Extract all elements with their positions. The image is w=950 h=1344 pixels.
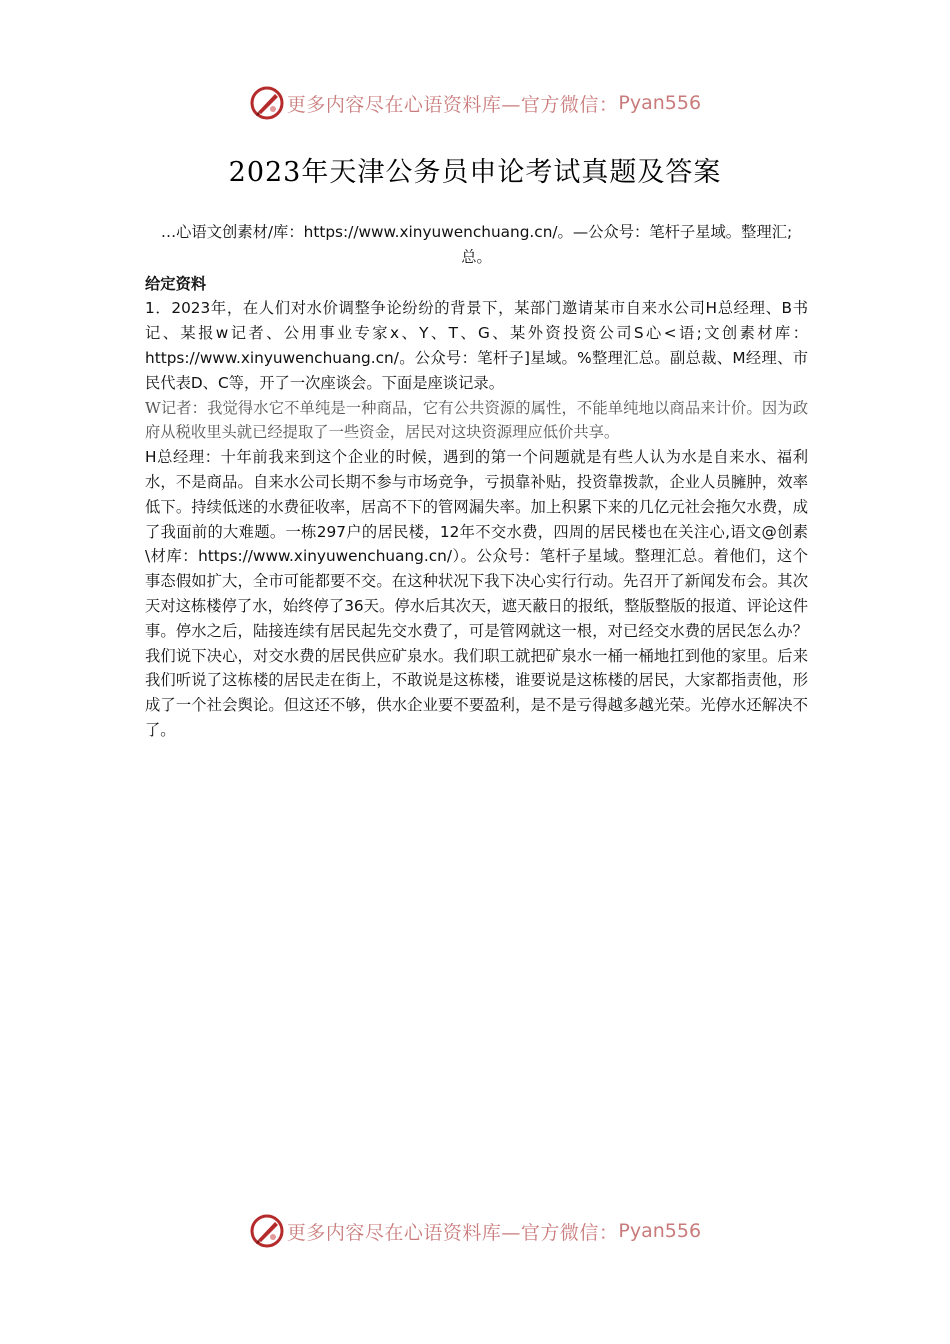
document-title: 2023年天津公务员申论考试真题及答案 [228, 157, 722, 188]
pen-logo-icon [249, 85, 285, 121]
pen-logo-icon [249, 1213, 285, 1249]
section-heading: 给定资料 [145, 274, 207, 293]
banner-text: 更多内容尽在心语资料库—官方微信： [286, 1221, 619, 1244]
document-body [145, 220, 808, 743]
source-line: …心语文创素材/库：https://www.xinyuwenchuang.cn/。—公众号：笔杆子星域。整理汇;总。 [160, 223, 793, 266]
wechat-id: Pyan556 [618, 92, 702, 114]
header-banner [0, 83, 950, 123]
wechat-id: Pyan556 [618, 1220, 702, 1242]
banner-text: 更多内容尽在心语资料库—官方微信： [286, 93, 619, 116]
paragraph-2: W记者：我觉得水它不单纯是一种商品，它有公共资源的属性，不能单纯地以商品来计价。因为政府从税收里头就已经提取了一些资金，居民对这块资源理应低价共享。 [145, 398, 808, 442]
paragraph-1: 1．2023年，在人们对水价调整争论纷纷的背景下，某部门邀请某市自来水公司H总经理、B书记、某报w记者、公用事业专家x、Y、T、G、某外资投资公司S心<语;文创素材库：https://www.xinyuwenchuang.cn/。公众号：笔杆子]星域。%整理汇总。副总裁、M经理、市民代表D、C等，开了一次座谈会。下面是座谈记录。 [145, 299, 808, 392]
paragraph-3: H总经理：十年前我来到这个企业的时候，遇到的第一个问题就是有些人认为水是自来水、福利水，不是商品。自来水公司长期不参与市场竞争，亏损靠补贴，投资靠拨款，企业人员臃肿，效率低下。持续低迷的水费征收率，居高不下的管网漏失率。加上积累下来的几亿元社会拖欠水费，成了我面前的大难题。一栋297户的居民楼，12年不交水费，四周的居民楼也在关注心,语文@创素\材库：https://www.xinyuwenchuang.cn/）。公众号：笔杆子星域。整理汇总。着他们，这个事态假如扩大，全市可能都要不交。在这种状况下我下决心实行行动。先召开了新闻发布会。其次天对这栋楼停了水，始终停了36天。停水后其次天，遮天蔽日的报纸，整版整版的报道、评论这件事。停水之后，陆接连续有居民起先交水费了，可是管网就这一根，对已经交水费的居民怎么办？我们说下决心，对交水费的居民供应矿泉水。我们职工就把矿泉水一桶一桶地扛到他的家里。后来我们听说了这栋楼的居民走在街上，不敢说是这栋楼，谁要说是这栋楼的居民，大家都指责他，形成了一个社会舆论。但这还不够，供水企业要不要盈利，是不是亏得越多越光荣。光停水还解决不了。 [145, 448, 808, 739]
footer-banner [0, 1211, 950, 1251]
